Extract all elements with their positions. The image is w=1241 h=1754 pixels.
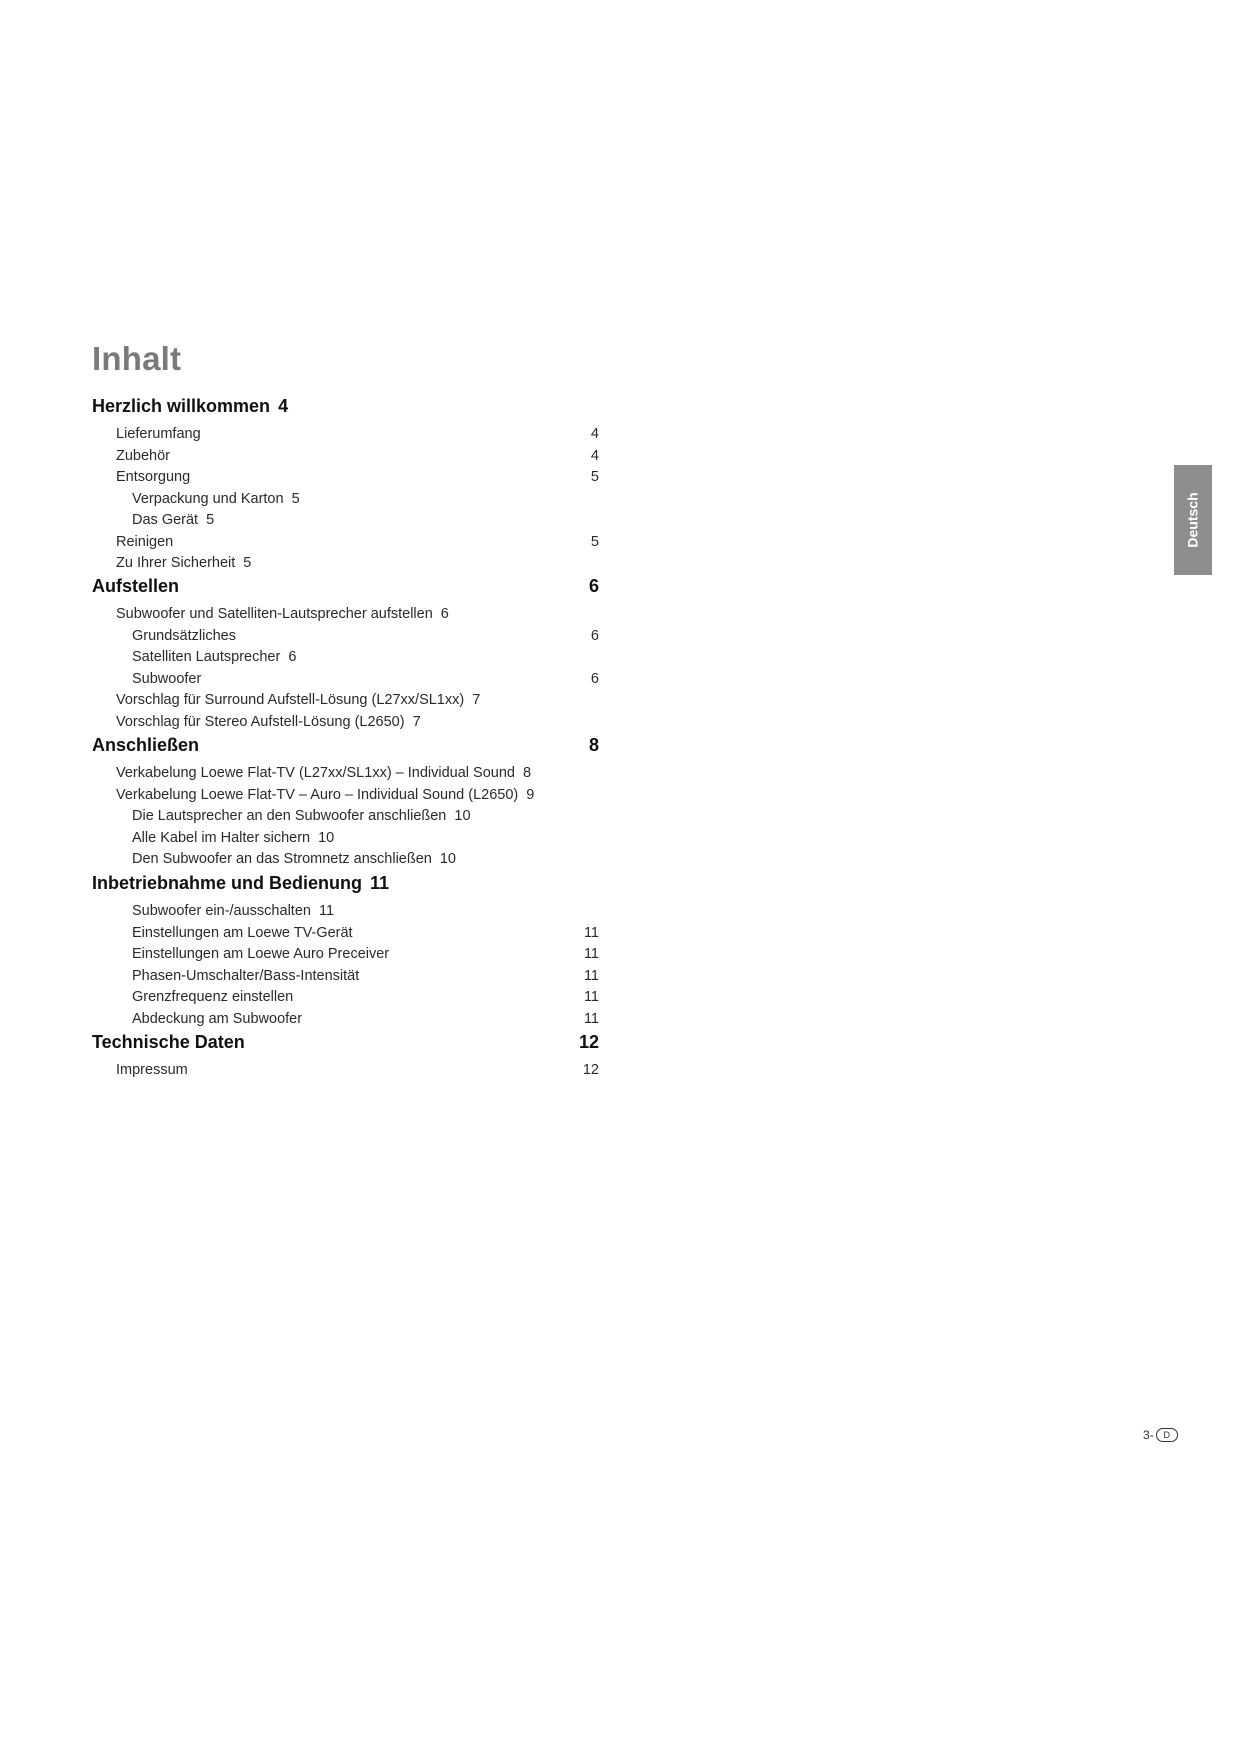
toc-entry-text bbox=[92, 808, 471, 824]
toc-entry-title: Grenzfrequenz einstellen bbox=[132, 989, 294, 1005]
toc-entry-text bbox=[92, 765, 531, 781]
toc-entry-text bbox=[92, 576, 179, 597]
toc-entry-title: Alle Kabel im Halter sichern bbox=[132, 830, 311, 846]
toc-entry[interactable] bbox=[92, 628, 599, 644]
page-number bbox=[1143, 1428, 1178, 1442]
toc-entry-title: Abdeckung am Subwoofer bbox=[132, 1011, 303, 1027]
toc-entry-page: 5 bbox=[206, 512, 215, 528]
toc-entry-page: 7 bbox=[472, 692, 481, 708]
toc-entry[interactable] bbox=[92, 491, 599, 507]
toc-entry[interactable] bbox=[92, 534, 599, 550]
toc-entry-title: Reinigen bbox=[116, 534, 174, 550]
toc-entry-title: Die Lautsprecher an den Subwoofer anschließen bbox=[132, 808, 447, 824]
toc-entry-title: Verpackung und Karton bbox=[132, 491, 284, 507]
toc-entry[interactable] bbox=[92, 396, 599, 417]
toc-entry-text bbox=[92, 628, 236, 644]
toc-entry-text bbox=[92, 671, 201, 687]
toc-entry-page: 6 bbox=[440, 606, 449, 622]
toc-entry-page: 6 bbox=[588, 576, 599, 596]
toc-entry-title: Subwoofer ein-/ausschalten bbox=[132, 903, 311, 919]
toc-entry[interactable] bbox=[92, 426, 599, 442]
toc-entry-title: Satelliten Lautsprecher bbox=[132, 649, 281, 665]
toc-entry-title: Lieferumfang bbox=[116, 426, 201, 442]
toc-entry[interactable] bbox=[92, 1062, 599, 1078]
toc-entry-text bbox=[92, 534, 173, 550]
toc-entry-page: 11 bbox=[583, 946, 599, 962]
toc-entry-text bbox=[92, 606, 449, 622]
toc-entry-title: Vorschlag für Surround Aufstell-Lösung (L27xx/SL1xx) bbox=[116, 692, 465, 708]
toc-entry-page: 6 bbox=[590, 671, 599, 687]
toc-entry-page: 12 bbox=[582, 1062, 599, 1078]
language-badge: D bbox=[1156, 1428, 1178, 1442]
toc-entry-title: Anschließen bbox=[92, 735, 200, 755]
toc-entry[interactable] bbox=[92, 946, 599, 962]
toc-entry-text bbox=[92, 787, 534, 803]
toc-entry[interactable] bbox=[92, 606, 599, 622]
toc-entry-title: Subwoofer bbox=[132, 671, 202, 687]
toc-entry-text bbox=[92, 830, 334, 846]
language-tab-label: Deutsch bbox=[1185, 492, 1202, 548]
toc-entry-title: Technische Daten bbox=[92, 1032, 245, 1052]
toc-entry-page: 10 bbox=[454, 808, 471, 824]
toc-entry-text bbox=[92, 903, 334, 919]
toc-entry[interactable] bbox=[92, 903, 599, 919]
toc-entry[interactable] bbox=[92, 649, 599, 665]
toc-entry-title: Aufstellen bbox=[92, 576, 180, 596]
toc-entry-text bbox=[92, 1011, 302, 1027]
toc-entry-page: 5 bbox=[590, 469, 599, 485]
toc-entry-page: 8 bbox=[588, 735, 599, 755]
toc-entry[interactable] bbox=[92, 469, 599, 485]
toc-entry-page: 6 bbox=[590, 628, 599, 644]
toc-entry-title: Herzlich willkommen bbox=[92, 396, 271, 416]
toc-entry-page: 4 bbox=[590, 426, 599, 442]
toc-entry-text bbox=[92, 512, 214, 528]
toc-entry[interactable] bbox=[92, 787, 599, 803]
toc-entry[interactable] bbox=[92, 576, 599, 597]
toc-entry[interactable] bbox=[92, 714, 599, 730]
toc-entry-page: 11 bbox=[583, 989, 599, 1005]
toc-entry-page: 11 bbox=[583, 968, 599, 984]
toc-entry-text bbox=[92, 649, 296, 665]
toc-entry-text bbox=[92, 989, 293, 1005]
toc-entry-page: 6 bbox=[288, 649, 297, 665]
toc-entry-page: 9 bbox=[526, 787, 535, 803]
toc-entry-page: 5 bbox=[590, 534, 599, 550]
page-title: Inhalt bbox=[92, 340, 182, 377]
toc-entry-text bbox=[92, 555, 251, 571]
toc-entry-page: 10 bbox=[439, 851, 456, 867]
toc-entry-text bbox=[92, 873, 389, 894]
toc-entry[interactable] bbox=[92, 692, 599, 708]
toc-entry-text bbox=[92, 925, 353, 941]
toc-entry-text bbox=[92, 426, 201, 442]
toc-entry-page: 5 bbox=[243, 555, 252, 571]
toc-entry-title: Zu Ihrer Sicherheit bbox=[116, 555, 236, 571]
toc-entry[interactable] bbox=[92, 925, 599, 941]
toc-entry[interactable] bbox=[92, 873, 599, 894]
toc-entry[interactable] bbox=[92, 1011, 599, 1027]
toc-entry-page: 4 bbox=[590, 448, 599, 464]
toc-entry[interactable] bbox=[92, 512, 599, 528]
toc-entry-text bbox=[92, 735, 199, 756]
toc-entry[interactable] bbox=[92, 1032, 599, 1053]
toc-entry-page: 7 bbox=[412, 714, 421, 730]
toc-entry-page: 8 bbox=[522, 765, 532, 781]
toc-entry-page: 12 bbox=[578, 1032, 599, 1052]
toc-entry-title: Einstellungen am Loewe Auro Preceiver bbox=[132, 946, 390, 962]
language-tab bbox=[1174, 465, 1212, 575]
toc-entry-title: Inbetriebnahme und Bedienung bbox=[92, 873, 363, 893]
page-number-separator: - bbox=[1149, 1428, 1154, 1442]
toc-entry[interactable] bbox=[92, 989, 599, 1005]
toc-entry[interactable] bbox=[92, 851, 599, 867]
toc-entry-page: 5 bbox=[291, 491, 300, 507]
toc-entry-page: 4 bbox=[278, 396, 289, 416]
toc-entry-page: 11 bbox=[583, 925, 599, 941]
toc-entry-page: 11 bbox=[370, 873, 390, 893]
toc-entry-text bbox=[92, 692, 480, 708]
toc-entry[interactable] bbox=[92, 765, 599, 781]
toc-entry[interactable] bbox=[92, 555, 599, 571]
toc-entry-title: Phasen-Umschalter/Bass-Intensität bbox=[132, 968, 360, 984]
toc-entry-title: Den Subwoofer an das Stromnetz anschließen bbox=[132, 851, 432, 867]
toc-entry-title: Das Gerät bbox=[132, 512, 199, 528]
toc-entry-title: Subwoofer und Satelliten-Lautsprecher aufstellen bbox=[116, 606, 433, 622]
toc-entry-page: 11 bbox=[583, 1011, 599, 1027]
toc-entry-text bbox=[92, 1062, 188, 1078]
toc-entry-text bbox=[92, 396, 288, 417]
toc-entry-text bbox=[92, 968, 359, 984]
toc-entry[interactable] bbox=[92, 671, 599, 687]
toc-entry-title: Zubehör bbox=[116, 448, 171, 464]
toc-entry[interactable] bbox=[92, 830, 599, 846]
toc-entry[interactable] bbox=[92, 735, 599, 756]
toc-entry[interactable] bbox=[92, 448, 599, 464]
toc-entry-title: Verkabelung Loewe Flat-TV – Auro – Individual Sound (L2650) bbox=[116, 787, 519, 803]
page-number-value: 3 bbox=[1143, 1428, 1150, 1442]
toc-entry-title: Verkabelung Loewe Flat-TV (L27xx/SL1xx) – Individual Sound bbox=[116, 765, 515, 781]
toc-entry-text bbox=[92, 851, 456, 867]
toc-entry-text bbox=[92, 491, 300, 507]
toc-entry-page: 10 bbox=[318, 830, 335, 846]
toc-entry[interactable] bbox=[92, 968, 599, 984]
toc-entry-page: 11 bbox=[318, 903, 335, 919]
toc-entry-text bbox=[92, 448, 170, 464]
toc-entry-text bbox=[92, 714, 421, 730]
toc-entry[interactable] bbox=[92, 808, 599, 824]
toc-entry-text bbox=[92, 1032, 245, 1053]
toc-entry-title: Entsorgung bbox=[116, 469, 191, 485]
toc-entry-title: Grundsätzliches bbox=[132, 628, 236, 644]
toc-entry-title: Vorschlag für Stereo Aufstell-Lösung (L2650) bbox=[116, 714, 405, 730]
toc-entry-text bbox=[92, 946, 389, 962]
toc-entry-title: Impressum bbox=[116, 1062, 188, 1078]
toc-entry-title: Einstellungen am Loewe TV-Gerät bbox=[132, 925, 353, 941]
toc-entry-text bbox=[92, 469, 190, 485]
